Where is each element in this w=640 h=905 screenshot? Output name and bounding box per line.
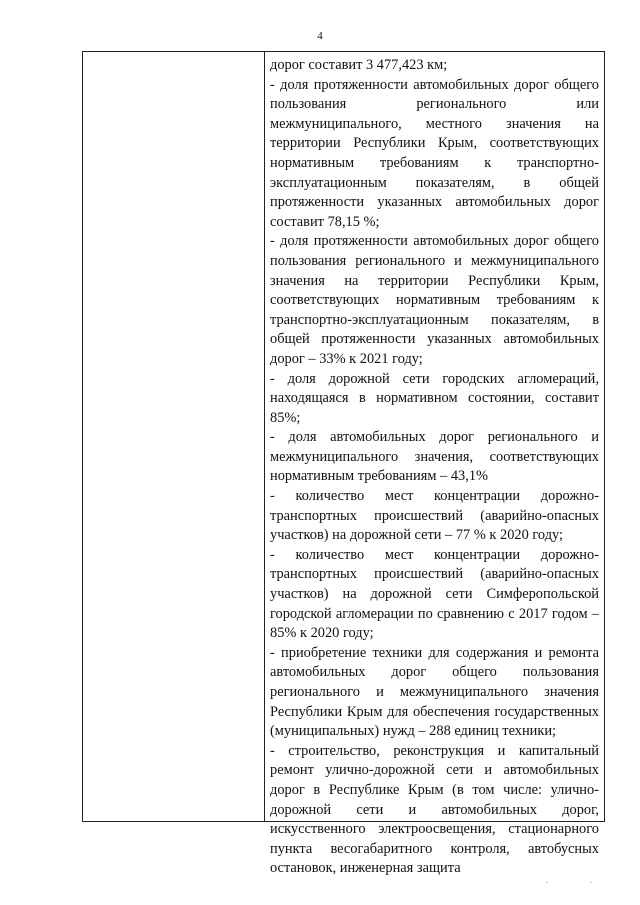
paragraph-agglomeration-share: - доля дорожной сети городских агломераций, находящаяся в нормативном состоянии, составит 85%; [270, 370, 599, 426]
page-number: 4 [317, 30, 323, 42]
paragraph-simferopol-accident-spots: - количество мест концентрации дорожно-транспортных происшествий (аварийно-опасных участков) на дорожной сети Симферопольской городской агломерации по сравнению с 2017 годом – 85% к 2020 году; [270, 546, 599, 642]
paragraph-road-length: дорог составит 3 477,423 км; [270, 57, 448, 73]
paragraph-share-local-roads: - доля протяженности автомобильных дорог общего пользования регионального или межмуниципального, местного значения на территории Республики Крым, соответствующих нормативным требованиям к транспортно-эксплуатационным показателям, в общей протяженности указанных автомобильных дорог составит 78,15 %; [270, 76, 599, 230]
paragraph-regional-compliance: - доля автомобильных дорог регионального и межмуниципального значения, соответствующих нормативным требованиям – 43,1% [270, 429, 599, 485]
paragraph-equipment-purchase: - приобретение техники для содержания и ремонта автомобильных дорог общего пользования регионального и межмуниципального значения Республики Крым для обеспечения государственных (муниципальных) нужд – 288 единиц техники; [270, 644, 599, 740]
table-cell-text [270, 56, 599, 879]
scan-artifact-dots: . . [546, 876, 612, 885]
column-divider [264, 52, 265, 821]
paragraph-construction: - строительство, реконструкция и капитальный ремонт улично-дорожной сети и автомобильных дорог в Республике Крым (в том числе: улично-дорожной сети и автомобильных дорог, искусственного электроосвещения, стационарного пункта весогабаритного контроля, автобусных остановок, инженерная защита [270, 742, 599, 877]
document-table [82, 51, 605, 877]
paragraph-share-regional-roads: - доля протяженности автомобильных дорог общего пользования регионального и межмуниципального значения на территории Республики Крым, соответствующих нормативным требованиям к транспортно-эксплуатационным показателям, в общей протяженности указанных автомобильных дорог – 33% к 2021 году; [270, 233, 599, 367]
paragraph-accident-spots: - количество мест концентрации дорожно-транспортных происшествий (аварийно-опасных участков) на дорожной сети – 77 % к 2020 году; [270, 488, 599, 544]
